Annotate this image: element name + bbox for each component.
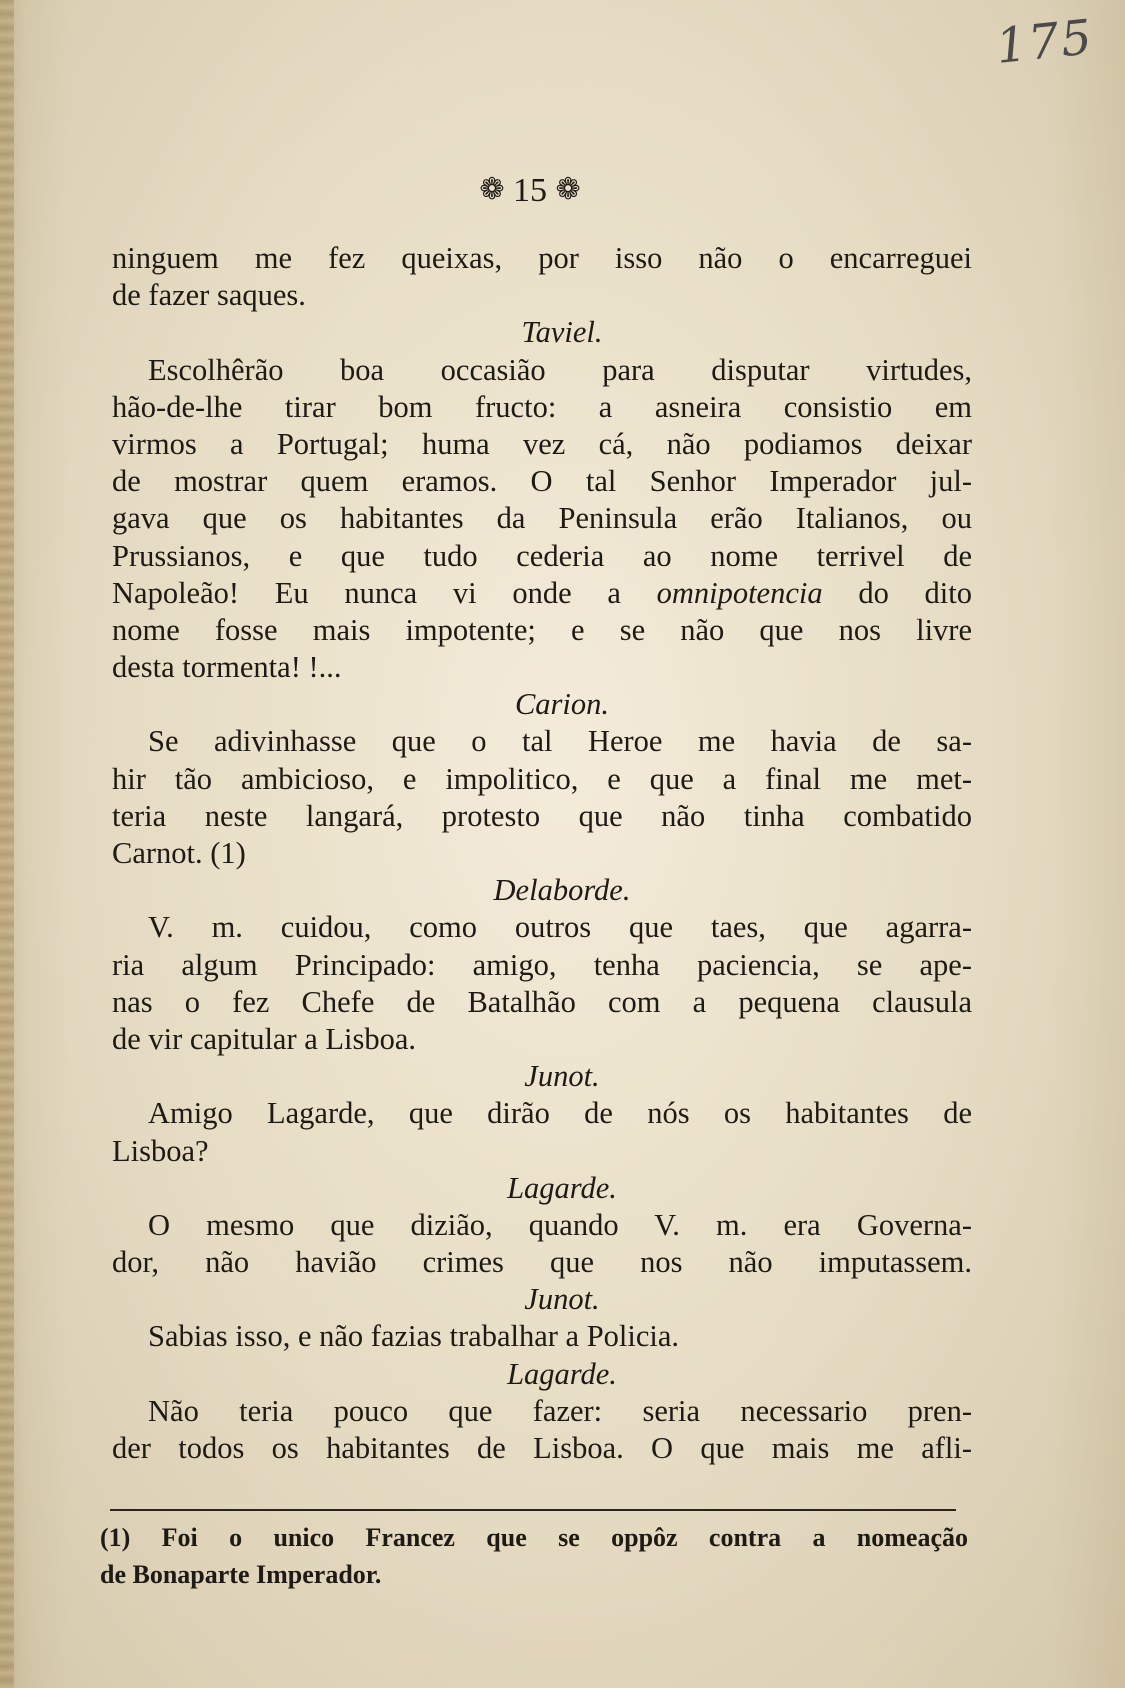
- text-line: V. m. cuidou, como outros que taes, que agarra-: [148, 910, 972, 945]
- footnote-line: de Bonaparte Imperador.: [100, 1560, 382, 1590]
- ornament-left-icon: ❁: [479, 173, 505, 206]
- body-text: [112, 240, 972, 1467]
- footnote-line: (1) Foi o unico Francez que se oppôz contra a nomeação: [100, 1523, 968, 1552]
- text-line: nas o fez Chefe de Batalhão com a pequena clausula: [112, 984, 972, 1019]
- footnote-rule: [110, 1509, 956, 1511]
- text-line: ria algum Principado: amigo, tenha paciencia, se ape-: [112, 947, 972, 982]
- text-line: de fazer saques.: [112, 278, 306, 313]
- text-line: Sabias isso, e não fazias trabalhar a Policia.: [148, 1319, 680, 1354]
- speaker-name: Carion.: [514, 687, 610, 722]
- italic-word: omnipotencia: [656, 575, 823, 610]
- ornament-right-icon: ❁: [555, 173, 581, 206]
- text-line: Lisboa?: [112, 1133, 209, 1168]
- text-line: Se adivinhasse que o tal Heroe me havia de sa-: [148, 724, 972, 759]
- speaker-name: Lagarde.: [507, 1170, 617, 1205]
- speaker-name: Junot.: [524, 1059, 600, 1094]
- footnote: [100, 1522, 968, 1596]
- text-line: Prussianos, e que tudo cederia ao nome terrivel de: [112, 538, 972, 573]
- handwritten-folio-number: 175: [993, 9, 1097, 75]
- text-line: gava que os habitantes da Peninsula erão Italianos, ou: [112, 501, 972, 536]
- speaker-name: Junot.: [524, 1282, 600, 1317]
- text-line: hir tão ambicioso, e impolitico, e que a final me met-: [112, 761, 972, 796]
- page-binding-edge: [0, 0, 14, 1688]
- text-line: teria neste langará, protesto que não tinha combatido: [112, 798, 972, 833]
- text-line: de vir capitular a Lisboa.: [112, 1021, 417, 1056]
- text-line: dor, não havião crimes que nos não imputassem.: [112, 1245, 972, 1280]
- text-line: desta tormenta! !...: [112, 650, 342, 685]
- text-line: hão-de-lhe tirar bom fructo: a asneira consistio em: [112, 389, 972, 424]
- speaker-name: Taviel.: [521, 315, 603, 350]
- text-line: nome fosse mais impotente; e se não que nos livre: [112, 612, 972, 647]
- text-line: Não teria pouco que fazer: seria necessario pren-: [148, 1393, 972, 1428]
- text-line: Amigo Lagarde, que dirão de nós os habitantes de: [148, 1096, 972, 1131]
- text-line: de mostrar quem eramos. O tal Senhor Imperador jul-: [112, 464, 972, 499]
- page-header: [455, 172, 605, 210]
- speaker-name: Lagarde.: [507, 1356, 617, 1391]
- text-line: virmos a Portugal; huma vez cá, não podiamos deixar: [112, 426, 972, 461]
- text-line: Napoleão! Eu nunca vi onde a omnipotencia do dito: [112, 575, 972, 610]
- page-number: 15: [513, 172, 547, 209]
- text-line: ninguem me fez queixas, por isso não o encarreguei: [112, 241, 972, 275]
- text-line: Escolhêrão boa occasião para disputar virtudes,: [148, 352, 972, 387]
- text-line: O mesmo que dizião, quando V. m. era Governa-: [148, 1207, 972, 1242]
- speaker-name: Delaborde.: [493, 873, 631, 908]
- text-line: Carnot. (1): [112, 836, 246, 870]
- text-line: der todos os habitantes de Lisboa. O que mais me afli-: [112, 1431, 972, 1465]
